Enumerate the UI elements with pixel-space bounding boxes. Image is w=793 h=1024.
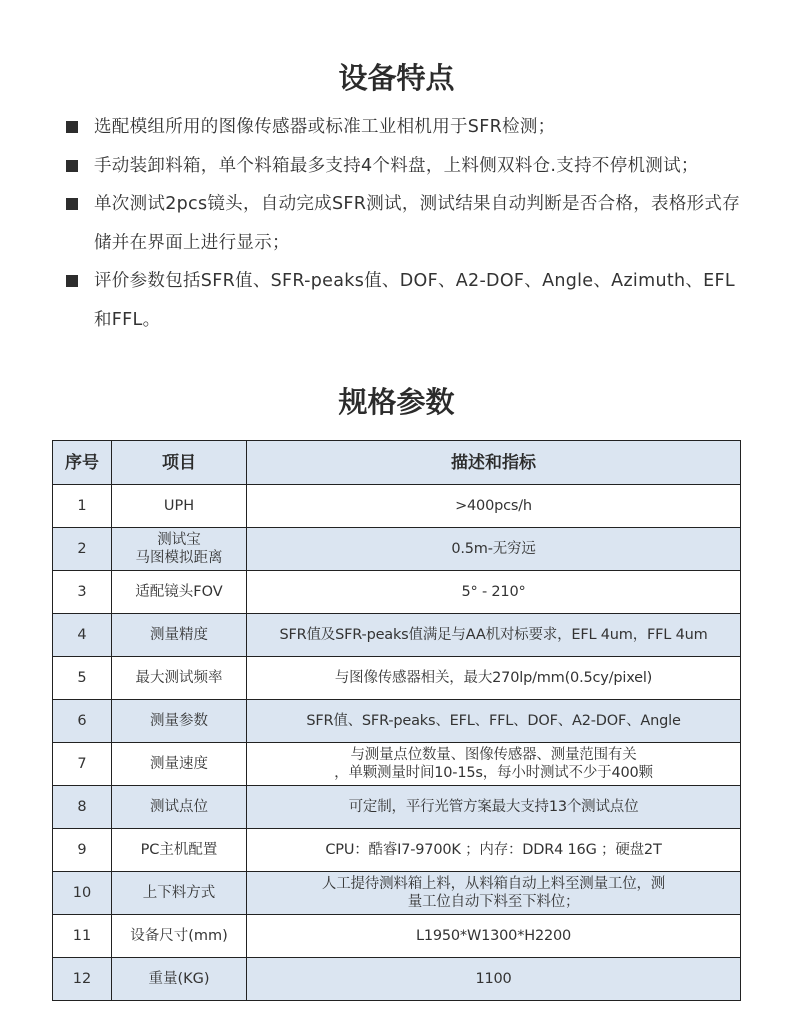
cell-desc: 人工提待测料箱上料，从料箱自动上料至测量工位，测 量工位自动下料至下料位； <box>247 872 741 915</box>
cell-no: 1 <box>53 485 112 528</box>
table-row <box>53 657 741 700</box>
table-row <box>53 743 741 786</box>
table-row <box>53 614 741 657</box>
cell-item: 上下料方式 <box>112 872 247 915</box>
cell-desc: 5° - 210° <box>247 571 741 614</box>
cell-no: 3 <box>53 571 112 614</box>
cell-desc: L1950*W1300*H2200 <box>247 915 741 958</box>
cell-no: 8 <box>53 786 112 829</box>
table-header-row <box>53 441 741 485</box>
square-bullet-icon <box>66 121 78 133</box>
cell-item: 最大测试频率 <box>112 657 247 700</box>
cell-desc: >400pcs/h <box>247 485 741 528</box>
cell-no: 9 <box>53 829 112 872</box>
cell-desc: 1100 <box>247 958 741 1001</box>
cell-item: 测量精度 <box>112 614 247 657</box>
table-row <box>53 700 741 743</box>
feature-item <box>64 108 744 147</box>
table-row <box>53 958 741 1001</box>
table-row <box>53 571 741 614</box>
square-bullet-icon <box>66 275 78 287</box>
cell-item: 适配镜头FOV <box>112 571 247 614</box>
cell-desc: SFR值、SFR-peaks、EFL、FFL、DOF、A2-DOF、Angle <box>247 700 741 743</box>
cell-item: 测试宝 马图模拟距离 <box>112 528 247 571</box>
specs-table <box>52 440 741 1001</box>
cell-no: 2 <box>53 528 112 571</box>
cell-no: 7 <box>53 743 112 786</box>
table-row <box>53 528 741 571</box>
table-row <box>53 829 741 872</box>
cell-desc: CPU：酷睿I7-9700K ；内存：DDR4 16G ；硬盘2T <box>247 829 741 872</box>
cell-item: 测试点位 <box>112 786 247 829</box>
feature-text: 单次测试2pcs镜头，自动完成SFR测试，测试结果自动判断是否合格，表格形式存储并在界面上进行显示； <box>94 194 741 253</box>
header-desc: 描述和指标 <box>247 441 741 485</box>
cell-item: 设备尺寸(mm) <box>112 915 247 958</box>
cell-desc: 0.5m-无穷远 <box>247 528 741 571</box>
feature-text: 选配模组所用的图像传感器或标准工业相机用于SFR检测； <box>94 117 556 137</box>
features-title: 设备特点 <box>338 61 455 95</box>
table-row <box>53 485 741 528</box>
cell-no: 5 <box>53 657 112 700</box>
specs-title: 规格参数 <box>338 385 455 419</box>
cell-no: 4 <box>53 614 112 657</box>
cell-item: PC主机配置 <box>112 829 247 872</box>
cell-desc: 与图像传感器相关，最大270lp/mm(0.5cy/pixel) <box>247 657 741 700</box>
cell-desc: 与测量点位数量、图像传感器、测量范围有关 ，单颗测量时间10-15s，每小时测试不少于400颗 <box>247 743 741 786</box>
table-row <box>53 872 741 915</box>
square-bullet-icon <box>66 160 78 172</box>
feature-item <box>64 262 744 339</box>
features-list <box>64 108 744 339</box>
feature-text: 手动装卸料箱，单个料箱最多支持4个料盘，上料侧双料仓.支持不停机测试； <box>94 155 699 176</box>
square-bullet-icon <box>66 198 78 210</box>
feature-text: 评价参数包括SFR值、SFR-peaks值、DOF、A2-DOF、Angle、Azimuth、EFL和FFL。 <box>94 271 735 330</box>
cell-item: 测量速度 <box>112 743 247 786</box>
feature-item <box>64 147 744 186</box>
cell-desc: 可定制，平行光管方案最大支持13个测试点位 <box>247 786 741 829</box>
table-row <box>53 915 741 958</box>
feature-item <box>64 185 744 262</box>
cell-no: 10 <box>53 872 112 915</box>
header-item: 项目 <box>112 441 247 485</box>
cell-desc: SFR值及SFR-peaks值满足与AA机对标要求，EFL 4um，FFL 4um <box>247 614 741 657</box>
cell-no: 6 <box>53 700 112 743</box>
table-row <box>53 786 741 829</box>
header-no: 序号 <box>53 441 112 485</box>
cell-item: UPH <box>112 485 247 528</box>
cell-no: 12 <box>53 958 112 1001</box>
cell-no: 11 <box>53 915 112 958</box>
cell-item: 测量参数 <box>112 700 247 743</box>
cell-item: 重量(KG) <box>112 958 247 1001</box>
